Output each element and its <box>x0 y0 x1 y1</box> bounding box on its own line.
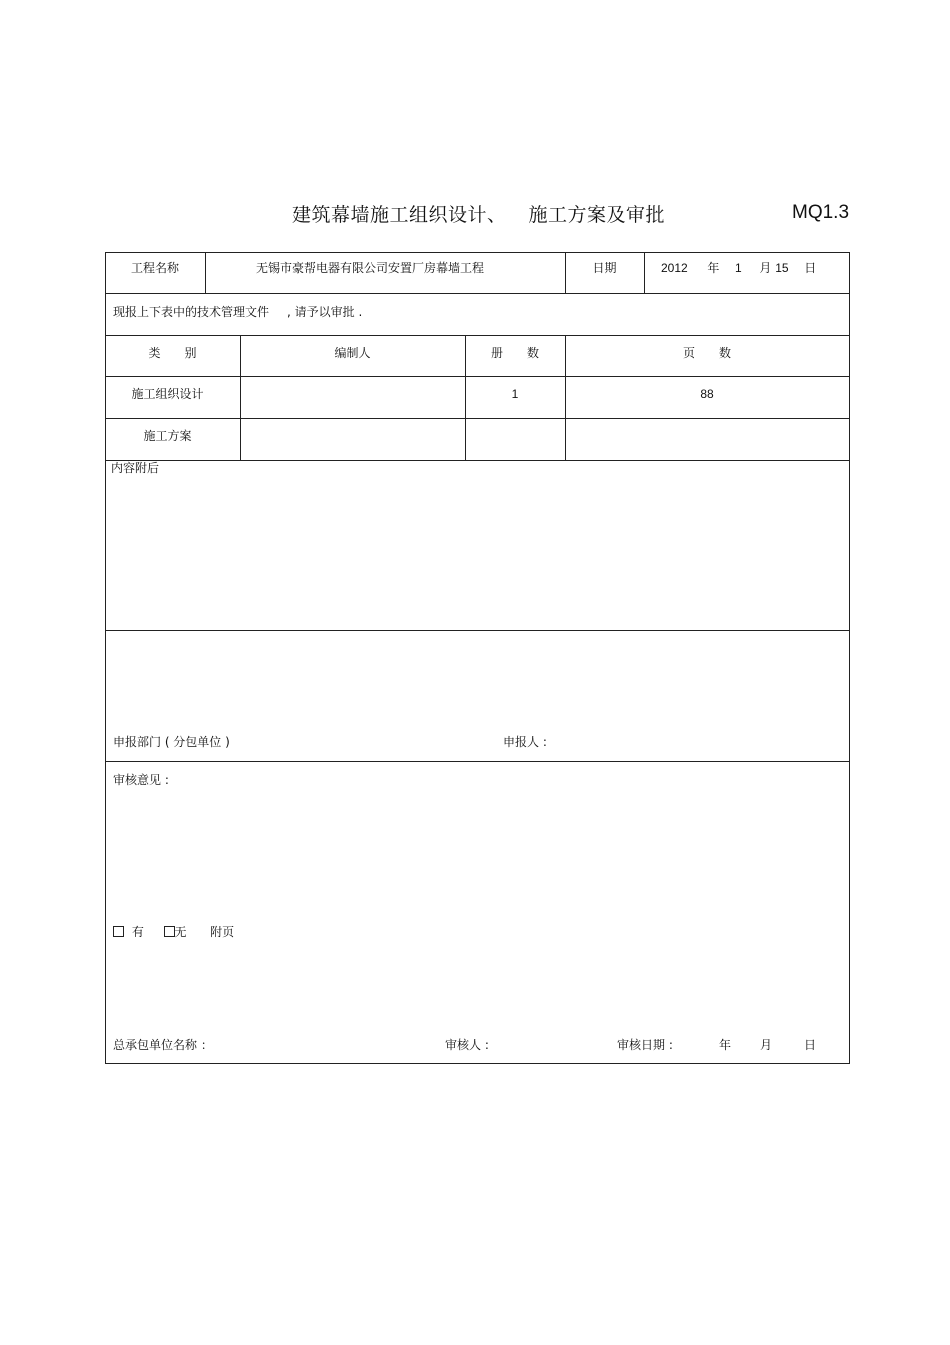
attach-yes-label: 有 <box>131 925 144 939</box>
date-label: 日期 <box>592 261 617 275</box>
day-unit: 日 <box>804 261 817 275</box>
form-code: MQ1.3 <box>792 202 850 223</box>
review-day-unit: 日 <box>804 1038 817 1052</box>
review-year-unit: 年 <box>719 1038 732 1052</box>
applicant-dept-label: 申报部门 ( 分包单位 ) <box>113 735 230 749</box>
submit-statement-part2: , 请予以审批 . <box>287 305 363 319</box>
header-author: 编制人 <box>334 346 371 360</box>
row1-category: 施工组织设计 <box>131 387 204 401</box>
form-title-part1: 建筑幕墙施工组织设计、 <box>292 204 507 226</box>
row1-pages: 88 <box>700 387 714 401</box>
review-opinion-label: 审核意见 : <box>113 773 169 787</box>
date-year: 2012 <box>661 261 688 275</box>
project-name-value: 无锡市豪帮电器有限公司安置厂房幕墙工程 <box>255 261 484 275</box>
month-unit: 月 <box>759 261 772 275</box>
row-divider <box>105 376 850 377</box>
row-divider <box>105 418 850 419</box>
section-divider <box>105 761 850 762</box>
attachment-options <box>113 925 234 939</box>
attach-label: 附页 <box>210 925 235 939</box>
attach-no-label: 无 <box>174 925 187 939</box>
row1-volumes: 1 <box>511 387 519 401</box>
row-divider <box>105 335 850 336</box>
year-unit: 年 <box>707 261 720 275</box>
row-divider <box>105 460 850 461</box>
table-border-right <box>849 252 850 1064</box>
form-title <box>292 200 665 227</box>
date-value <box>661 261 816 275</box>
header-pages: 页 数 <box>682 346 731 360</box>
submit-statement-part1: 现报上下表中的技术管理文件 <box>113 305 270 319</box>
date-day: 15 <box>775 261 789 275</box>
date-month: 1 <box>735 261 742 275</box>
table-border-bottom <box>105 1063 850 1064</box>
attach-yes-checkbox[interactable] <box>113 926 124 937</box>
col-divider <box>644 252 645 294</box>
content-note: 内容附后 <box>111 461 160 475</box>
submit-statement <box>113 305 362 319</box>
attach-no-checkbox[interactable] <box>164 926 175 937</box>
project-name-label: 工程名称 <box>130 261 179 275</box>
section-divider <box>105 630 850 631</box>
header-category: 类 别 <box>148 346 197 360</box>
reviewer-label: 审核人 : <box>445 1038 489 1052</box>
table-border-left <box>105 252 106 1064</box>
contractor-name-label: 总承包单位名称 ： <box>113 1038 213 1052</box>
review-month-unit: 月 <box>760 1038 773 1052</box>
form-title-part2: 施工方案及审批 <box>528 204 666 226</box>
row-divider <box>105 293 850 294</box>
row2-category: 施工方案 <box>143 429 192 443</box>
applicant-person-label: 申报人 : <box>503 735 547 749</box>
review-date-label: 审核日期 : <box>617 1038 673 1052</box>
table-border-top <box>105 252 850 253</box>
header-volumes: 册 数 <box>490 346 539 360</box>
